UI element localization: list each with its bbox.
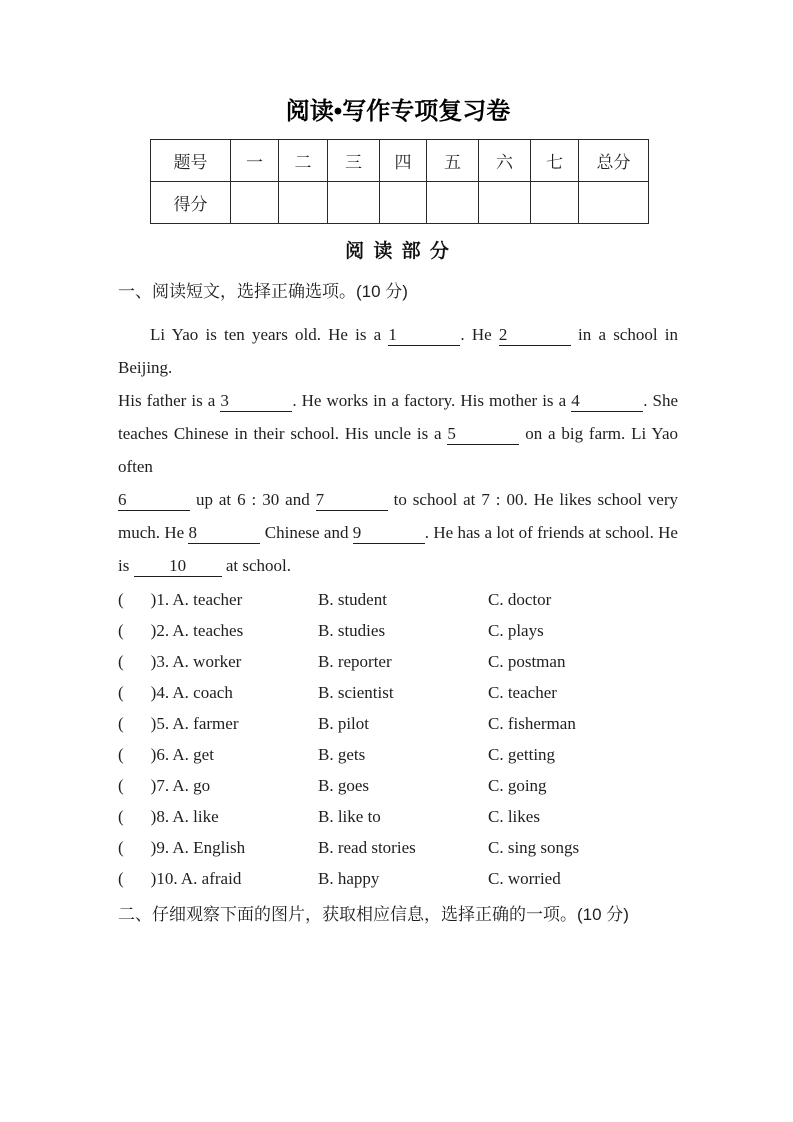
question-row	[118, 801, 678, 832]
passage-text: . He works in a factory. His mother is a	[292, 391, 572, 410]
passage-text: to school at 7 : 00. He likes school very	[387, 490, 678, 509]
option-a: A. coach	[172, 683, 233, 702]
option-c: C. fisherman	[488, 714, 576, 733]
option-b: B. goes	[318, 776, 369, 795]
answer-bracket-open: (	[118, 869, 124, 888]
fill-blank-3: 3	[220, 390, 292, 412]
passage-line	[118, 483, 678, 516]
passage-line	[118, 417, 678, 483]
score-table-header-row	[151, 140, 649, 182]
score-empty-cell	[231, 182, 279, 224]
answer-bracket-close: )	[150, 652, 157, 671]
option-a: A. go	[172, 776, 211, 795]
option-c: C. going	[488, 776, 547, 795]
paper-title: 阅读•写作专项复习卷	[285, 98, 511, 125]
passage-text: in a school in Beijing.	[118, 325, 678, 377]
option-a: A. teaches	[172, 621, 244, 640]
question-number-cell: 五	[427, 140, 479, 182]
option-b: B. reporter	[318, 652, 392, 671]
passage-text: His father is a	[118, 391, 221, 410]
question-left-cell	[118, 646, 318, 677]
passage-line	[118, 516, 678, 549]
question-left-cell	[118, 832, 318, 863]
part1-heading: 一、阅读短文，选择正确选项。(10 分)	[118, 282, 408, 301]
question-number-cell: 四	[380, 140, 427, 182]
question-number: 6.	[156, 745, 173, 764]
passage-line	[118, 318, 678, 384]
question-number: 4.	[156, 683, 173, 702]
answer-bracket-close: )	[150, 869, 157, 888]
answer-bracket-open: (	[118, 745, 124, 764]
question-number-cell: 总分	[579, 140, 649, 182]
question-left-cell	[118, 677, 318, 708]
question-left-cell	[118, 615, 318, 646]
question-row	[118, 708, 678, 739]
question-row	[118, 584, 678, 615]
option-a: A. get	[172, 745, 214, 764]
score-empty-cell	[380, 182, 427, 224]
question-number-cell: 七	[531, 140, 579, 182]
option-c: C. likes	[488, 807, 540, 826]
answer-bracket-close: )	[150, 683, 157, 702]
question-row	[118, 832, 678, 863]
passage-text: at school.	[221, 556, 291, 575]
option-a: A. worker	[172, 652, 242, 671]
option-b: B. student	[318, 590, 387, 609]
score-empty-cell	[579, 182, 649, 224]
answer-bracket-close: )	[150, 776, 157, 795]
passage-line	[118, 549, 678, 582]
fill-blank-8: 8	[188, 522, 260, 544]
score-empty-cell	[427, 182, 479, 224]
answer-bracket-close: )	[150, 807, 157, 826]
question-row	[118, 646, 678, 677]
option-b: B. studies	[318, 621, 386, 640]
answer-bracket-open: (	[118, 714, 124, 733]
option-a: A. afraid	[180, 869, 242, 888]
fill-blank-1: 1	[388, 324, 460, 346]
score-empty-cell	[479, 182, 531, 224]
question-number: 7.	[156, 776, 173, 795]
option-b: B. pilot	[318, 714, 370, 733]
question-row	[118, 677, 678, 708]
question-list	[118, 584, 678, 894]
question-number-cell: 二	[279, 140, 328, 182]
passage-text: on a big farm. Li Yao often	[118, 424, 678, 476]
answer-bracket-open: (	[118, 776, 124, 795]
question-number-cell: 三	[328, 140, 380, 182]
option-b: B. like to	[318, 807, 381, 826]
option-c: C. worried	[488, 869, 561, 888]
question-left-cell	[118, 770, 318, 801]
answer-bracket-open: (	[118, 652, 124, 671]
question-number: 1.	[156, 590, 173, 609]
option-b: B. scientist	[318, 683, 394, 702]
score-table-score-row	[151, 182, 649, 224]
option-c: C. getting	[488, 745, 556, 764]
question-number: 10.	[156, 869, 181, 888]
fill-blank-9: 9	[353, 522, 425, 544]
answer-bracket-close: )	[150, 745, 157, 764]
question-left-cell	[118, 708, 318, 739]
passage-text: teaches Chinese in their school. His uncle is a	[118, 424, 448, 443]
answer-bracket-close: )	[150, 621, 157, 640]
score-table-row2-label: 得分	[151, 182, 231, 224]
question-number-cell: 一	[231, 140, 279, 182]
score-empty-cell	[279, 182, 328, 224]
option-b: B. gets	[318, 745, 366, 764]
option-b: B. read stories	[318, 838, 416, 857]
question-number: 2.	[156, 621, 173, 640]
option-a: A. like	[172, 807, 219, 826]
passage-text: . He has a lot of friends at school. He	[424, 523, 678, 542]
option-c: C. doctor	[488, 590, 552, 609]
passage	[118, 318, 678, 582]
passage-text: Chinese and	[260, 523, 353, 542]
score-empty-cell	[328, 182, 380, 224]
option-b: B. happy	[318, 869, 380, 888]
option-c: C. teacher	[488, 683, 557, 702]
question-left-cell	[118, 863, 318, 894]
passage-text: up at 6 : 30 and	[190, 490, 316, 509]
score-table-row1-label: 题号	[151, 140, 231, 182]
question-number: 9.	[156, 838, 173, 857]
option-c: C. plays	[488, 621, 544, 640]
question-number: 8.	[156, 807, 173, 826]
question-left-cell	[118, 739, 318, 770]
option-a: A. farmer	[172, 714, 239, 733]
fill-blank-6: 6	[118, 489, 190, 511]
passage-line	[118, 384, 678, 417]
passage-text: much. He	[118, 523, 189, 542]
score-table	[150, 139, 649, 224]
fill-blank-2: 2	[499, 324, 571, 346]
question-number-cell: 六	[479, 140, 531, 182]
question-left-cell	[118, 584, 318, 615]
question-row	[118, 739, 678, 770]
passage-text: is	[118, 556, 134, 575]
answer-bracket-open: (	[118, 621, 124, 640]
passage-text: . She	[643, 391, 678, 410]
fill-blank-4: 4	[571, 390, 643, 412]
passage-text: . He	[460, 325, 499, 344]
option-c: C. sing songs	[488, 838, 580, 857]
question-row	[118, 615, 678, 646]
fill-blank-10: 10	[134, 555, 222, 577]
answer-bracket-close: )	[150, 590, 157, 609]
fill-blank-7: 7	[316, 489, 388, 511]
question-left-cell	[118, 801, 318, 832]
answer-bracket-open: (	[118, 838, 124, 857]
score-empty-cell	[531, 182, 579, 224]
question-number: 5.	[156, 714, 173, 733]
answer-bracket-open: (	[118, 683, 124, 702]
option-c: C. postman	[488, 652, 566, 671]
reading-section-header: 阅 读 部 分	[345, 241, 451, 262]
option-a: A. teacher	[172, 590, 243, 609]
answer-bracket-open: (	[118, 590, 124, 609]
passage-text: Li Yao is ten years old. He is a	[150, 325, 389, 344]
option-a: A. English	[172, 838, 246, 857]
answer-bracket-close: )	[150, 838, 157, 857]
answer-bracket-open: (	[118, 807, 124, 826]
question-number: 3.	[156, 652, 173, 671]
question-row	[118, 770, 678, 801]
fill-blank-5: 5	[447, 423, 519, 445]
question-row	[118, 863, 678, 894]
answer-bracket-close: )	[150, 714, 157, 733]
part2-heading: 二、仔细观察下面的图片，获取相应信息，选择正确的一项。(10 分)	[118, 905, 629, 924]
